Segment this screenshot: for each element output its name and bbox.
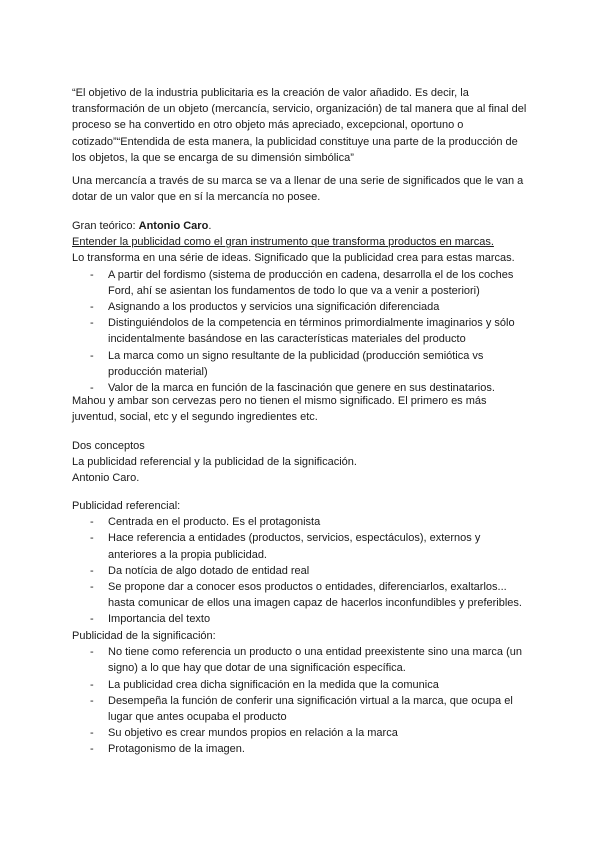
list-item: - Valor de la marca en función de la fascinación que genere en sus destinatarios. (72, 380, 532, 396)
conceptos-line-1: Dos conceptos (72, 440, 145, 452)
list-item: - Asignando a los productos y servicios una significación diferenciada (72, 299, 532, 315)
mahou-block (72, 393, 532, 425)
list-item: - La publicidad crea dicha significación en la medida que la comunica (72, 677, 532, 693)
referencial-section (72, 498, 532, 628)
caro-list (72, 267, 532, 397)
list-item: - Centrada en el producto. Es el protagonista (72, 514, 532, 530)
list-item: - Distinguiéndolos de la competencia en términos primordialmente imaginarios y sólo incidentalmente basándose en las características materiales del producto (72, 315, 532, 347)
caro-heading (72, 218, 532, 234)
list-item: - A partir del fordismo (sistema de producción en cadena, desarrolla el de los coches Ford, ahí se asientan los fundamentos de todo lo que va a venir a posteriori) (72, 267, 532, 299)
caro-period: . (208, 220, 212, 232)
caro-label: Gran teórico: (72, 220, 139, 232)
referencial-title: Publicidad referencial: (72, 500, 181, 512)
intro-quote-block (72, 85, 532, 166)
list-item: - Su objetivo es crear mundos propios en relación a la marca (72, 725, 532, 741)
conceptos-line-2: La publicidad referencial y la publicidad de la significación. (72, 456, 357, 469)
mercancia-paragraph: Una mercancía a través de su marca se va a llenar de una serie de significados que le van a dotar de un valor que en sí la mercancía no posee. (72, 175, 524, 204)
referencial-list (72, 514, 532, 627)
significacion-title: Publicidad de la significación: (72, 630, 216, 642)
list-item: - Da notícia de algo dotado de entidad real (72, 563, 532, 579)
list-item: - Protagonismo de la imagen. (72, 741, 532, 757)
list-item: - Hace referencia a entidades (productos, servicios, espectáculos), externos y anteriores a la propia publicidad. (72, 530, 532, 562)
list-item: - Desempeña la función de conferir una significación virtual a la marca, que ocupa el lugar que antes ocupaba el producto (72, 693, 532, 725)
mercancia-block (72, 173, 532, 205)
mahou-paragraph: Mahou y ambar son cervezas pero no tienen el mismo significado. El primero es más juventud, social, etc y el segundo ingredientes etc. (72, 395, 487, 424)
caro-line: Lo transforma en una série de ideas. Significado que la publicidad crea para estas marcas. (72, 252, 515, 265)
caro-section (72, 218, 532, 396)
caro-underlined: Entender la publicidad como el gran instrumento que transforma productos en marcas. (72, 236, 494, 249)
list-item: - La marca como un signo resultante de la publicidad (producción semiótica vs producción material) (72, 348, 532, 380)
significacion-list (72, 644, 532, 757)
list-item: - No tiene como referencia un producto o una entidad preexistente sino una marca (un signo) a lo que hay que dotar de una significación específica. (72, 644, 532, 676)
significacion-section (72, 628, 532, 758)
list-item: - Importancia del texto (72, 611, 532, 627)
conceptos-line-3: Antonio Caro. (72, 472, 140, 485)
list-item: - Se propone dar a conocer esos productos o entidades, diferenciarlos, exaltarlos... hasta comunicar de ellos una imagen capaz de hacerlos inconfundibles y preferibles. (72, 579, 532, 611)
intro-quote: “El objetivo de la industria publicitaria es la creación de valor añadido. Es decir, la transformación de un objeto (mercancía, servicio, organización) de tal manera que al final del proceso se ha convertido en otro objeto más apreciado, excepcional, oportuno o cotizado”“Entendida de esta manera, la publicidad constituye una parte de la producción de los objetos, la que se encarga de su dimensión simbólica” (72, 87, 527, 164)
conceptos-block (72, 438, 532, 487)
caro-name: Antonio Caro (138, 220, 209, 232)
